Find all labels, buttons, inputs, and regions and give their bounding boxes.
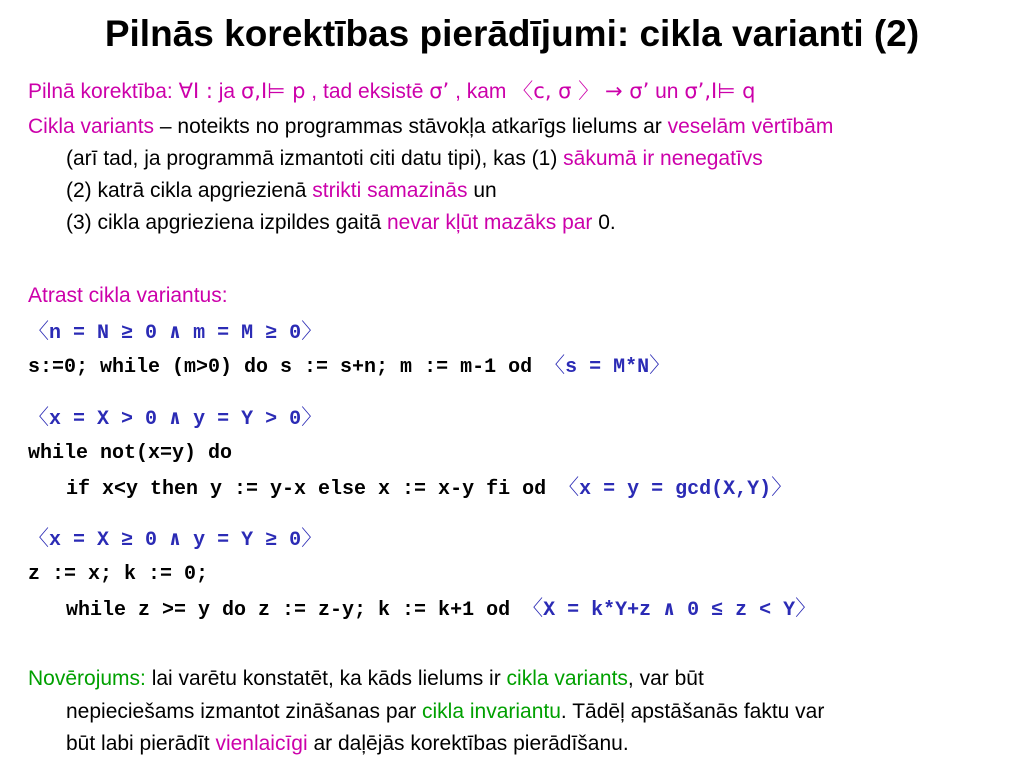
slide-title: Pilnās korektības pierādījumi: cikla varianti (2) <box>104 13 920 54</box>
ex2-post-open: 〈 <box>558 475 580 499</box>
observation-line-3 <box>66 731 629 757</box>
variant-hl-2: sākumā ir nenegatīvs <box>563 147 763 170</box>
observation-hl-1: cikla variants <box>506 667 628 690</box>
variant-text-4: (3) cikla apgrieziena izpildes gaitā <box>66 211 387 234</box>
ex1-pre: n = N ≥ 0 ∧ m = M ≥ 0 <box>49 322 302 345</box>
comma: , <box>311 80 318 103</box>
ex1-code: s:=0; while (m>0) do s := s+n; m := m-1 od <box>28 356 545 379</box>
variant-text-2: (arī tad, ja programmā izmantoti citi datu tipi), kas (1) <box>66 147 564 170</box>
variant-hl-1: veselām vērtībām <box>667 115 834 138</box>
ex1-post-close: 〉 <box>649 353 671 377</box>
ex3-pre-open: 〈 <box>28 526 49 550</box>
ex1-post-open: 〈 <box>544 353 566 377</box>
observation-text-3: būt labi pierādīt <box>66 732 216 755</box>
ex3-precondition <box>28 525 322 554</box>
observation-text-3-end: ar daļējās korektības pierādīšanu. <box>307 732 629 755</box>
observation-hl-3: vienlaicīgi <box>215 732 308 755</box>
config-c-sigma: 〈c, σ 〉 <box>512 79 600 103</box>
ex2-pre-open: 〈 <box>28 405 49 429</box>
variant-hl-4: nevar kļūt mazāks par <box>387 211 593 234</box>
sigma-i: σ,I <box>240 79 268 103</box>
ja-word: ja <box>218 80 236 103</box>
ex2-precondition <box>28 404 322 433</box>
task-heading: Atrast cikla variantus: <box>28 284 228 307</box>
variant-def-line-1 <box>28 114 833 140</box>
arrow-sigma-prime: → σ’ <box>605 79 650 103</box>
ex2-pre-close: 〉 <box>301 405 323 429</box>
variant-text-4-end: 0. <box>592 211 616 234</box>
variant-def-line-4 <box>66 210 616 236</box>
ex1-pre-open: 〈 <box>28 319 49 343</box>
sigma-prime: σ’ <box>429 79 450 103</box>
observation-label: Novērojums: <box>28 667 146 690</box>
observation-text-2: nepieciešams izmantot zināšanas par <box>66 700 423 723</box>
observation-text-1: lai varētu konstatēt, ka kāds lielums ir <box>145 667 507 690</box>
observation-text-2-end: . Tādēļ apstāšanās faktu var <box>560 700 825 723</box>
ex1-precondition <box>28 318 322 347</box>
observation-line-2 <box>66 699 824 725</box>
ex3-post-open: 〈 <box>522 596 544 620</box>
full-correctness-line <box>28 78 756 105</box>
ex2-code-1: while not(x=y) do <box>28 442 233 465</box>
observation-hl-2: cikla invariantu <box>422 700 561 723</box>
observation-text-1-end: , var būt <box>627 667 704 690</box>
ex3-post: X = k*Y+z ∧ 0 ≤ z < Y <box>543 599 796 622</box>
ex2-pre: x = X > 0 ∧ y = Y > 0 <box>49 408 302 431</box>
un-word: un <box>655 80 679 103</box>
models-q: ⊨ q <box>717 79 756 103</box>
variant-def-line-3 <box>66 178 497 204</box>
ex3-code-1: z := x; k := 0; <box>28 563 209 586</box>
ex2-code-line-2 <box>66 474 792 503</box>
ex2-post-close: 〉 <box>771 475 793 499</box>
kam-word: kam <box>466 80 507 103</box>
variant-text-3-end: un <box>467 179 497 202</box>
variant-hl-3: strikti samazinās <box>312 179 468 202</box>
variant-text-3: (2) katrā cikla apgriezienā <box>66 179 313 202</box>
comma-2: , <box>455 80 461 103</box>
variant-term: Cikla variants <box>28 115 155 138</box>
models-p: ⊨ p <box>267 79 306 103</box>
variant-def-line-2 <box>66 146 763 172</box>
observation-line-1 <box>28 666 704 692</box>
forall-i: ∀I : <box>178 79 213 103</box>
ex2-code-2: if x<y then y := y-x else x := x-y fi od <box>66 478 559 501</box>
ex3-pre-close: 〉 <box>301 526 323 550</box>
ex1-post: s = M*N <box>565 356 650 379</box>
ex3-post-close: 〉 <box>795 596 817 620</box>
ex3-code-2: while z >= y do z := z-y; k := k+1 od <box>66 599 523 622</box>
tad-eksiste: tad eksistē <box>322 80 424 103</box>
sigma-prime-i: σ’,I <box>684 79 718 103</box>
ex1-code-line <box>28 352 670 381</box>
ex3-code-line-2 <box>66 595 816 624</box>
ex3-code-line-1 <box>28 560 208 588</box>
full-correctness-label: Pilnā korektība: <box>28 80 173 103</box>
ex2-code-line-1 <box>28 439 232 467</box>
ex3-pre: x = X ≥ 0 ∧ y = Y ≥ 0 <box>49 529 302 552</box>
ex1-pre-close: 〉 <box>301 319 323 343</box>
variant-text-1: – noteikts no programmas stāvokļa atkarīgs lielums ar <box>154 115 668 138</box>
ex2-post: x = y = gcd(X,Y) <box>579 478 772 501</box>
